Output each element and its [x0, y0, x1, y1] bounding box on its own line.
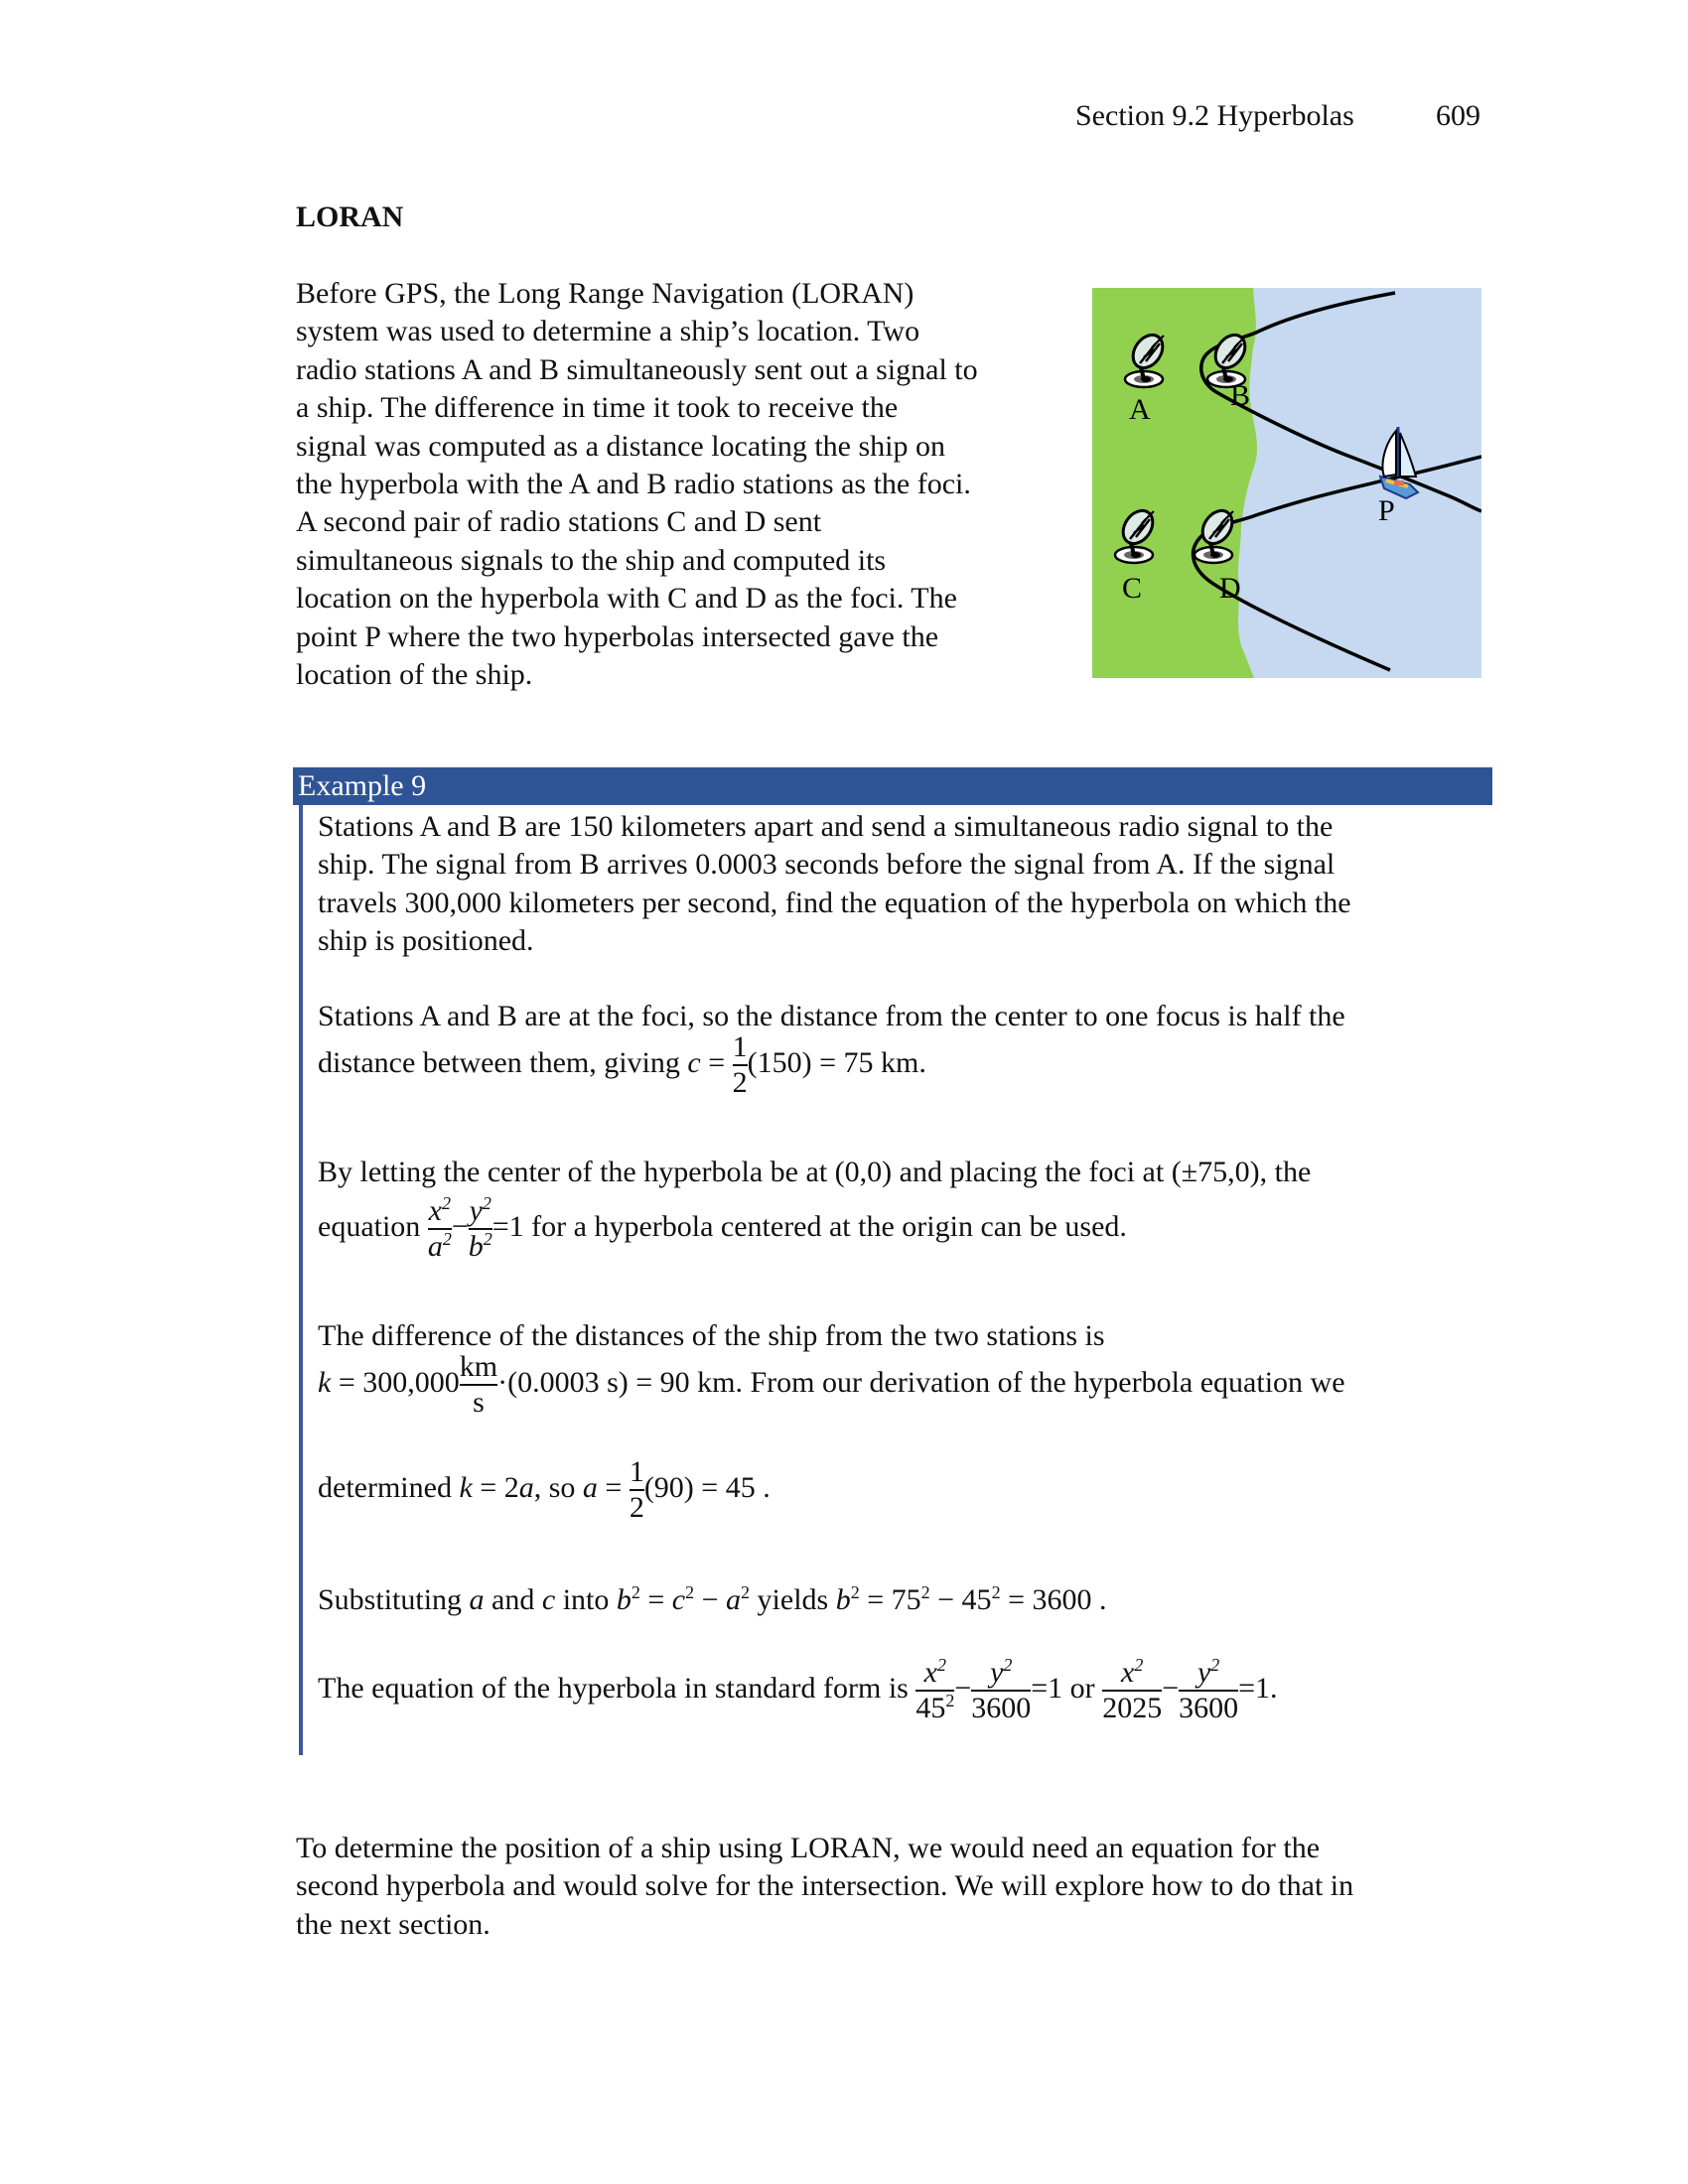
- exponent: 2: [945, 1691, 955, 1710]
- math-var: k: [459, 1470, 473, 1504]
- math-var: c: [541, 1583, 556, 1616]
- problem-line: travels 300,000 kilometers per second, find the equation of the hyperbola on which the: [318, 886, 1351, 919]
- math-var: a: [582, 1470, 598, 1504]
- math-var: y: [469, 1194, 483, 1227]
- math-expr: =1: [492, 1209, 524, 1243]
- step-text: distance between them, giving: [318, 1045, 688, 1079]
- math-expr: =1.: [1238, 1671, 1278, 1705]
- problem-line: Stations A and B are 150 kilometers apart and send a simultaneous radio signal to the: [318, 810, 1334, 843]
- math-var: a: [518, 1470, 534, 1504]
- exponent: 2: [1134, 1655, 1144, 1675]
- math-expr: − 45: [929, 1583, 992, 1616]
- frac-den: [468, 1229, 492, 1263]
- step-text: Substituting: [318, 1583, 470, 1616]
- frac-den: 2: [629, 1491, 644, 1524]
- math-expr: = 300,000: [331, 1365, 460, 1399]
- math-op: −: [954, 1671, 972, 1705]
- exponent: 2: [441, 1193, 451, 1213]
- fraction-y2-b2: [468, 1193, 492, 1263]
- station-label-a: A: [1129, 393, 1151, 426]
- exponent: 2: [1210, 1655, 1220, 1675]
- section-title: LORAN: [296, 201, 404, 233]
- step-difference-line: The difference of the distances of the ship from the two stations is: [318, 1319, 1105, 1352]
- math-op: −: [1162, 1671, 1180, 1705]
- step-standard-equation: [318, 1193, 1127, 1263]
- step-k-equation: [318, 1352, 1345, 1418]
- math-var: c: [671, 1583, 686, 1616]
- step-foci-line: Stations A and B are at the foci, so the distance from the center to one focus is half the: [318, 1000, 1345, 1032]
- math-op: −: [694, 1583, 727, 1616]
- exponent: 2: [741, 1582, 751, 1602]
- math-expr: = 3600 .: [1000, 1583, 1107, 1616]
- math-op: =: [597, 1470, 630, 1504]
- exponent: 2: [991, 1582, 1001, 1602]
- math-var: a: [469, 1583, 485, 1616]
- intro-paragraph: [296, 275, 1080, 694]
- frac-num: 1: [629, 1455, 644, 1488]
- math-expr: (150) = 75 km.: [747, 1045, 926, 1079]
- exponent: 2: [937, 1655, 946, 1675]
- running-header: Section 9.2 Hyperbolas: [1075, 99, 1354, 132]
- problem-line: ship. The signal from B arrives 0.0003 seconds before the signal from A. If the signal: [318, 848, 1336, 882]
- math-var: x: [923, 1656, 937, 1689]
- fraction-y2-3600: [971, 1655, 1032, 1724]
- fraction-x2-45sq: [915, 1655, 955, 1724]
- closing-paragraph: [296, 1830, 1507, 1944]
- math-var: b: [468, 1230, 484, 1263]
- exponent: 2: [483, 1229, 492, 1249]
- math-op: =: [639, 1583, 672, 1616]
- intro-line: radio stations A and B simultaneously sent out a signal to: [296, 352, 978, 386]
- intro-line: system was used to determine a ship’s location. Two: [296, 315, 920, 348]
- step-c-equation: [318, 1032, 926, 1098]
- intro-line: signal was computed as a distance locating the ship on: [296, 429, 946, 463]
- frac-den: s: [473, 1386, 485, 1419]
- frac-den: 2025: [1102, 1692, 1163, 1724]
- frac-num: [915, 1655, 954, 1689]
- exponent: 2: [442, 1229, 452, 1249]
- math-var: y: [1196, 1656, 1211, 1689]
- math-var: b: [616, 1583, 632, 1616]
- intro-line: A second pair of radio stations C and D sent: [296, 505, 822, 539]
- frac-num: [428, 1193, 452, 1227]
- math-expr: (90) = 45 .: [643, 1470, 771, 1504]
- step-a-equation: [318, 1457, 771, 1523]
- math-expr: =1 or: [1031, 1671, 1103, 1705]
- step-text: and: [484, 1583, 542, 1616]
- ship-label-p: P: [1378, 494, 1395, 527]
- fraction-y2-3600: [1179, 1655, 1239, 1724]
- intro-line: the hyperbola with the A and B radio stations as the foci.: [296, 468, 971, 501]
- intro-line: point P where the two hyperbolas intersected gave the: [296, 619, 939, 653]
- exponent: 2: [1003, 1655, 1013, 1675]
- frac-num: [1102, 1655, 1162, 1689]
- station-label-c: C: [1122, 572, 1143, 605]
- intro-line: Before GPS, the Long Range Navigation (LORAN): [296, 277, 914, 310]
- step-text: for a hyperbola centered at the origin can be used.: [523, 1209, 1127, 1243]
- step-text: equation: [318, 1209, 428, 1243]
- exponent: 2: [631, 1582, 640, 1602]
- math-var: b: [835, 1583, 851, 1616]
- loran-diagram: [1092, 288, 1481, 678]
- frac-den: [915, 1691, 955, 1724]
- intro-line: location on the hyperbola with C and D as the foci. The: [296, 582, 957, 615]
- math-op: −: [451, 1209, 469, 1243]
- closing-line: second hyperbola and would solve for the intersection. We will explore how to do that in: [296, 1869, 1354, 1903]
- step-text: determined: [318, 1470, 460, 1504]
- math-op: =: [700, 1045, 733, 1079]
- math-expr: = 2: [472, 1470, 519, 1504]
- frac-den: 3600: [971, 1692, 1032, 1724]
- exponent: 2: [850, 1582, 860, 1602]
- exponent: 2: [920, 1582, 930, 1602]
- fraction-km-per-s: [460, 1352, 497, 1418]
- frac-den: 3600: [1179, 1692, 1239, 1724]
- frac-den: 2: [732, 1066, 748, 1099]
- frac-num: 1: [732, 1030, 748, 1063]
- exponent: 2: [685, 1582, 695, 1602]
- step-text: yields: [750, 1583, 836, 1616]
- fraction-x2-2025: [1102, 1655, 1163, 1724]
- problem-line: ship is positioned.: [318, 924, 534, 958]
- frac-num: [469, 1193, 492, 1227]
- intro-line: location of the ship.: [296, 658, 533, 692]
- math-var: x: [1121, 1656, 1135, 1689]
- math-var: a: [726, 1583, 742, 1616]
- example-left-rule: [299, 805, 303, 1755]
- step-text: , so: [533, 1470, 583, 1504]
- station-label-d: D: [1219, 572, 1241, 605]
- fraction-one-half: [630, 1457, 644, 1523]
- page-number: 609: [1436, 99, 1480, 132]
- frac-num: [971, 1655, 1031, 1689]
- frac-den: [427, 1229, 452, 1263]
- math-var: a: [427, 1230, 443, 1263]
- math-var: k: [318, 1365, 332, 1399]
- closing-line: the next section.: [296, 1907, 491, 1941]
- closing-line: To determine the position of a ship using LORAN, we would need an equation for the: [296, 1832, 1321, 1864]
- intro-line: simultaneous signals to the ship and computed its: [296, 543, 887, 577]
- step-center-line: By letting the center of the hyperbola be at (0,0) and placing the foci at (±75,0), the: [318, 1156, 1312, 1188]
- math-expr: = 75: [859, 1583, 921, 1616]
- step-text: . From our derivation of the hyperbola equation we: [735, 1365, 1345, 1399]
- step-text: into: [555, 1583, 617, 1616]
- frac-num: [1179, 1655, 1238, 1689]
- math-var: x: [428, 1194, 442, 1227]
- math-var: y: [990, 1656, 1004, 1689]
- example-header: Example 9: [293, 767, 1492, 805]
- intro-line: a ship. The difference in time it took to receive the: [296, 391, 899, 425]
- math-expr: ·(0.0003 s) = 90 km: [497, 1365, 736, 1399]
- step-text: The equation of the hyperbola in standard form is: [318, 1671, 916, 1705]
- fraction-one-half: [733, 1032, 748, 1098]
- math-num: 45: [915, 1692, 946, 1724]
- frac-num: km: [459, 1350, 498, 1383]
- math-var: c: [687, 1045, 701, 1079]
- fraction-x2-a2: [427, 1193, 452, 1263]
- station-label-b: B: [1230, 379, 1251, 412]
- example-problem: [318, 808, 1351, 961]
- exponent: 2: [482, 1193, 492, 1213]
- step-b-equation: [318, 1581, 1106, 1619]
- step-final-equation: [318, 1655, 1278, 1724]
